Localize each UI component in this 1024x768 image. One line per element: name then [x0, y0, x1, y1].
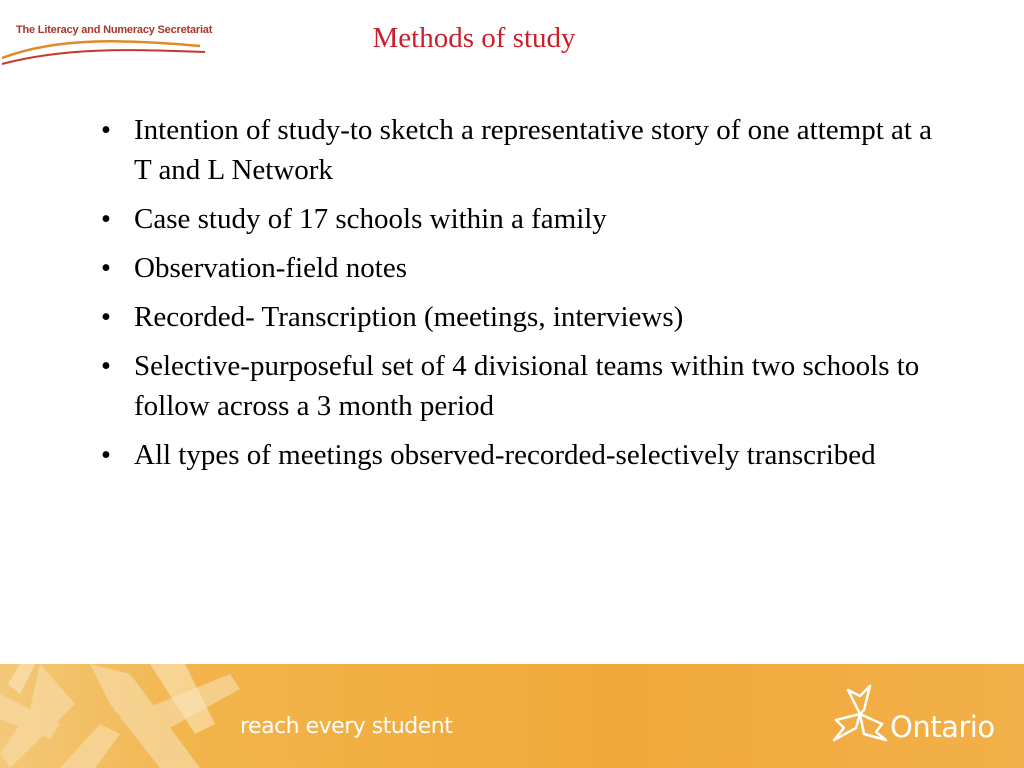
bullet-marker: •: [100, 301, 112, 333]
ontario-wordmark: Ontario: [890, 710, 995, 744]
bullet-marker: •: [100, 203, 112, 235]
bullet-item: [96, 435, 936, 475]
trillium-icon: [830, 684, 890, 744]
bullet-item: [96, 248, 936, 288]
bullet-text: Observation-field notes: [134, 252, 408, 284]
bullet-text: Selective-purposeful set of 4 divisional teams within two schools to follow across a 3 month period: [134, 350, 920, 422]
bullet-text: All types of meetings observed-recorded-selectively transcribed: [134, 439, 876, 471]
org-name: The Literacy and Numeracy Secretariat: [16, 24, 213, 36]
bullet-marker: •: [100, 350, 112, 382]
bullet-marker: •: [100, 252, 112, 284]
bullet-marker: •: [100, 439, 112, 471]
bullet-text: Intention of study-to sketch a representative story of one attempt at a T and L Network: [134, 114, 933, 186]
bullet-text: Recorded- Transcription (meetings, interviews): [134, 301, 684, 333]
bullet-item: [96, 199, 936, 239]
slide-title: Methods of study: [372, 22, 576, 54]
bullet-marker: •: [100, 114, 112, 146]
footer-banner: [0, 664, 1024, 768]
bullet-text: Case study of 17 schools within a family: [134, 203, 607, 235]
tagline: reach every student: [240, 714, 453, 739]
bullet-item: [96, 110, 936, 190]
bullet-item: [96, 297, 936, 337]
bullet-list: [96, 110, 936, 484]
bullet-item: [96, 346, 936, 426]
